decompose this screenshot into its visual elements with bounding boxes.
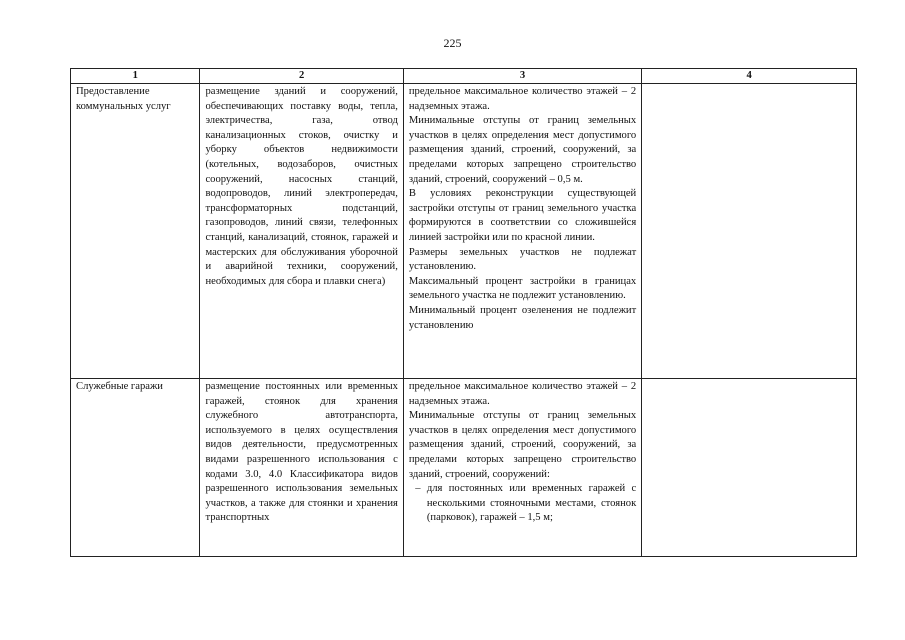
parameter-paragraph: предельное максимальное количество этажей – 2 надземных этажа. xyxy=(408,86,637,112)
parameter-paragraph: Минимальный процент озеленения не подлежит установлению xyxy=(408,304,637,331)
page-number: 225 xyxy=(443,36,462,50)
parameter-paragraph: Минимальные отступы от границ земельных участков в целях определения мест допустимого размещения зданий, строений, сооружений, за пределами которых запрещено строительство зданий, строений, сооружений – 0,5 м. xyxy=(408,115,637,185)
table-row xyxy=(71,84,857,379)
parameter-paragraph: Размеры земельных участков не подлежат установлению. xyxy=(408,246,637,273)
dash-list-item xyxy=(409,482,636,526)
column-header-2: 2 xyxy=(200,69,403,84)
table-header-row xyxy=(71,69,857,84)
column-header-4: 4 xyxy=(642,69,857,84)
zoning-table xyxy=(70,68,857,557)
parameters-cell xyxy=(403,379,641,557)
notes-cell xyxy=(642,84,857,379)
use-type-cell: Предоставление коммунальных услуг xyxy=(71,84,200,379)
column-header-1: 1 xyxy=(71,69,200,84)
use-type-cell: Служебные гаражи xyxy=(71,379,200,557)
dash-marker: – xyxy=(415,483,421,495)
column-header-3: 3 xyxy=(403,69,641,84)
table-row xyxy=(71,379,857,557)
parameters-cell xyxy=(403,84,641,379)
notes-cell xyxy=(642,379,857,557)
dash-item-text: для постоянных или временных гаражей с несколькими стояночными местами, стоянок (парковок), гаражей – 1,5 м; xyxy=(426,483,637,524)
parameter-paragraph: предельное максимальное количество этажей – 2 надземных этажа. xyxy=(408,381,637,407)
use-description-cell: размещение постоянных или временных гаражей, стоянок для хранения служебного автотранспорта, используемого в целях осуществления видов деятельности, предусмотренных видами разрешенного использования с кодами 3.0, 4.0 Классификатора видов разрешенного использования земельных участков, а также для стоянки и хранения транспортных xyxy=(200,379,403,557)
parameter-paragraph: В условиях реконструкции существующей застройки отступы от границ земельного участка формируются в соответствии со сложившейся линией застройки или по красной линии. xyxy=(408,188,637,243)
parameter-paragraph: Максимальный процент застройки в границах земельного участка не подлежит установлению. xyxy=(408,275,637,302)
use-description-cell: размещение зданий и сооружений, обеспечивающих поставку воды, тепла, электричества, газа, отвод канализационных стоков, очистку и уборку объектов недвижимости (котельных, водозаборов, очистных сооружений, насосных станций, водопроводов, линий электропередач, трансформаторных подстанций, газопроводов, линий связи, телефонных станций, канализаций, стоянок, гаражей и мастерских для обслуживания уборочной и аварийной техники, сооружений, необходимых для сбора и плавки снега) xyxy=(200,84,403,379)
parameter-paragraph: Минимальные отступы от границ земельных участков в целях определения мест допустимого размещения зданий, строений, сооружений, за пределами которых запрещено строительство зданий, строений, сооружений: xyxy=(408,410,637,480)
